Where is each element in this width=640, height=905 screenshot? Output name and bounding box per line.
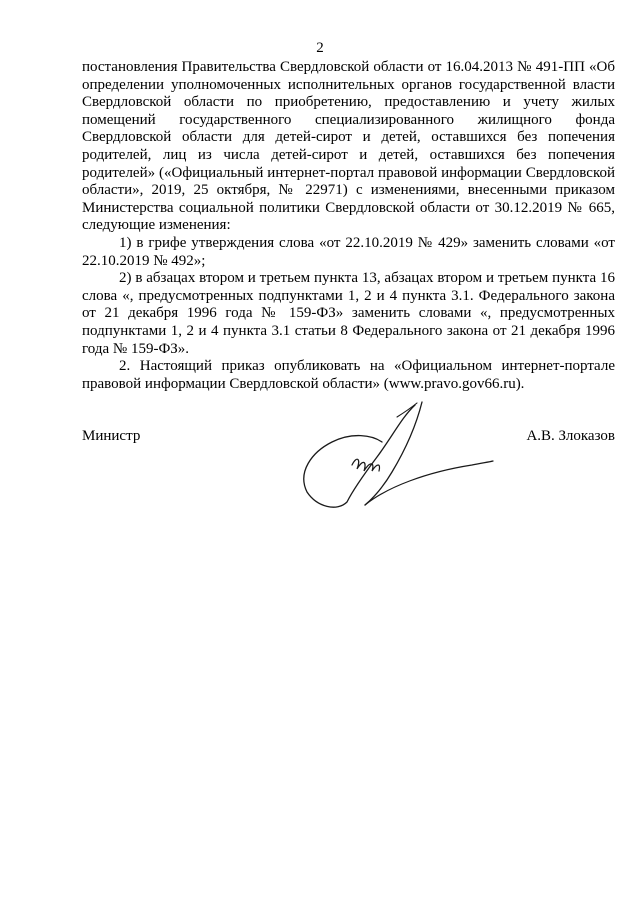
lead-paragraph: постановления Правительства Свердловской области от 16.04.2013 № 491-ПП «Об определении уполномоченных исполнительных органов государственной власти Свердловской области по приобретению, предоставлению и учету жилых помещений государственного специализированного жилищного фонда Свердловской области для детей-сирот и детей, оставшихся без попечения родителей, лиц из числа детей-сирот и детей, оставшихся без попечения родителей» («Официальный интернет-портал правовой информации Свердловской области», 2019, 25 октября, № 22971) с изменениями, внесенными приказом Министерства социальной политики Свердловской области от 30.12.2019 № 665, следующие изменения: xyxy=(82,59,615,234)
amendment-item-2: 2) в абзацах втором и третьем пункта 13, абзацах втором и третьем пункта 16 слова «, предусмотренных подпунктами 1, 2 и 4 пункта 3.1. Федерального закона от 21 декабря 1996 года № 159-ФЗ» заменить словами «, предусмотренных подпунктами 1, 2 и 4 пункта 3.1 статьи 8 Федерального закона от 21 декабря 1996 года № 159-ФЗ». xyxy=(82,270,615,357)
signer-title: Министр xyxy=(82,428,141,444)
handwritten-signature xyxy=(297,397,507,517)
signature-block xyxy=(82,422,615,522)
document-body xyxy=(82,59,615,393)
amendment-item-1: 1) в грифе утверждения слова «от 22.10.2019 № 429» заменить словами «от 22.10.2019 № 492»; xyxy=(82,234,615,269)
page-number: 2 xyxy=(316,40,324,56)
signer-name: А.В. Злоказов xyxy=(526,428,615,444)
publication-item: 2. Настоящий приказ опубликовать на «Официальном интернет-портале правовой информации Свердловской области» (www.pravo.gov66.ru). xyxy=(82,358,615,392)
